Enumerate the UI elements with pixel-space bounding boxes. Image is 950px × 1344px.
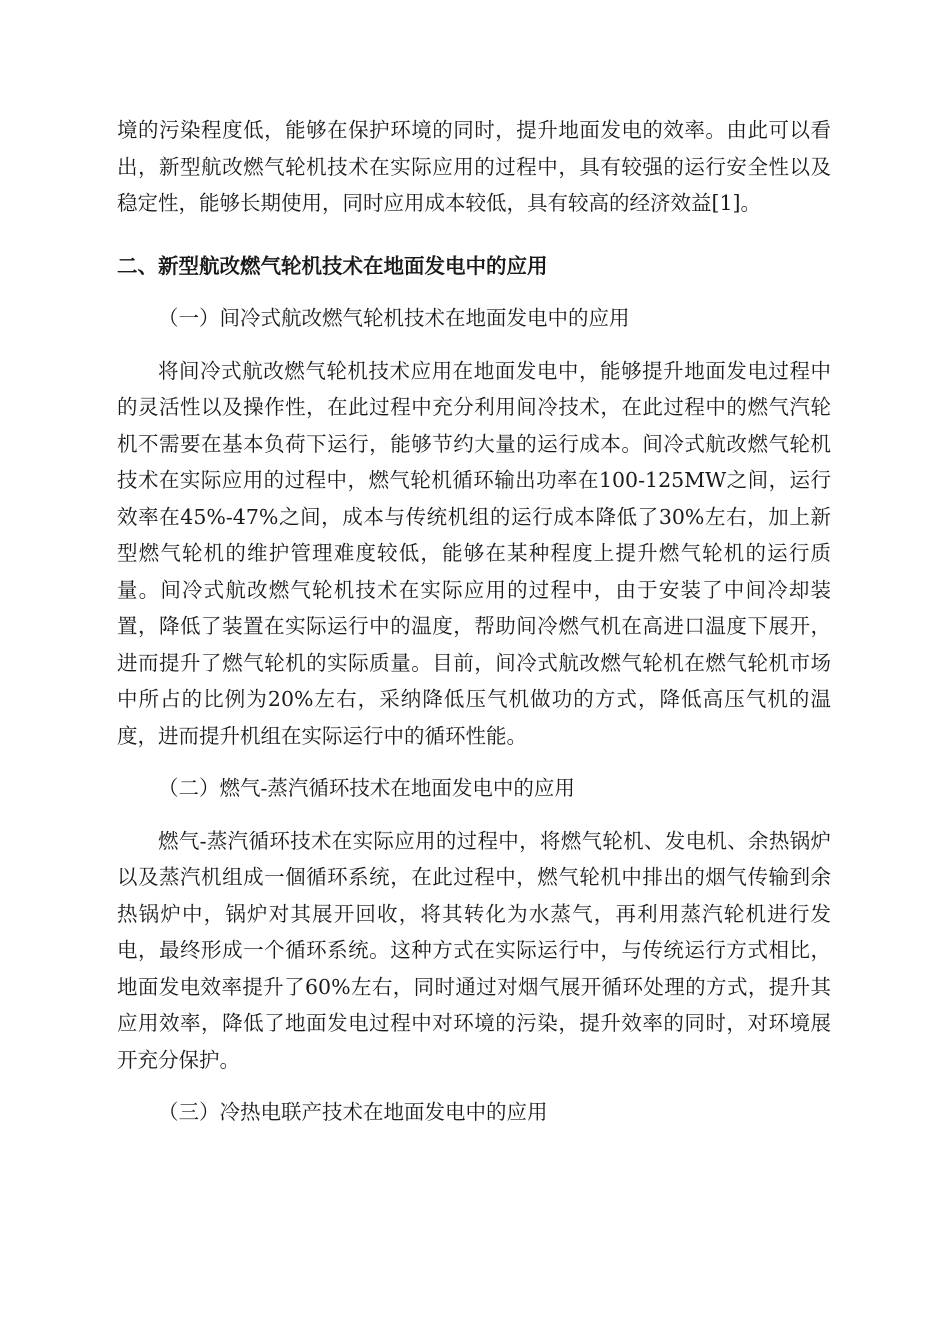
subsection-heading-2: （二）燃气-蒸汽循环技术在地面发电中的应用 — [158, 776, 575, 800]
paragraph-intercooled: 将间冷式航改燃气轮机技术应用在地面发电中，能够提升地面发电过程中的灵活性以及操作性，在此过程中充分利用间冷技术，在此过程中的燃气汽轮机不需要在基本负荷下运行，能够节约大量的运行成本。间冷式航改燃气轮机技术在实际应用的过程中，燃气轮机循环输出功率在100-125MW之间，运行效率在45%-47%之间，成本与传统机组的运行成本降低了30%左右，加上新型燃气轮机的维护管理难度较低，能够在某种程度上提升燃气轮机的运行质量。间冷式航改燃气轮机技术在实际应用的过程中，由于安装了中间冷却装置，降低了装置在实际运行中的温度，帮助间冷燃气机在高进口温度下展开，进而提升了燃气轮机的实际质量。目前，间冷式航改燃气轮机在燃气轮机市场中所占的比例为20%左右，采纳降低压气机做功的方式，降低高压气机的温度，进而提升机组在实际运行中的循环性能。 — [117, 358, 831, 748]
subsection-heading-1: （一）间冷式航改燃气轮机技术在地面发电中的应用 — [158, 306, 630, 330]
paragraph-combined-cycle: 燃气-蒸汽循环技术在实际应用的过程中，将燃气轮机、发电机、余热锅炉以及蒸汽机组成一個循环系统，在此过程中，燃气轮机中排出的烟气传输到余热锅炉中，锅炉对其展开回收，将其转化为水蒸气，再利用蒸汽轮机进行发电，最终形成一个循环系统。这种方式在实际运行中，与传统运行方式相比，地面发电效率提升了60%左右，同时通过对烟气展开循环处理的方式，提升其应用效率，降低了地面发电过程中对环境的污染，提升效率的同时，对环境展开充分保护。 — [117, 828, 831, 1072]
paragraph-intro: 境的污染程度低，能够在保护环境的同时，提升地面发电的效率。由此可以看出，新型航改燃气轮机技术在实际应用的过程中，具有较强的运行安全性以及稳定性，能够长期使用，同时应用成本较低，具有较高的经济效益[1]。 — [117, 118, 831, 215]
section-heading: 二、新型航改燃气轮机技术在地面发电中的应用 — [117, 253, 548, 278]
subsection-heading-3: （三）冷热电联产技术在地面发电中的应用 — [158, 1100, 548, 1124]
document-page — [117, 112, 831, 1131]
